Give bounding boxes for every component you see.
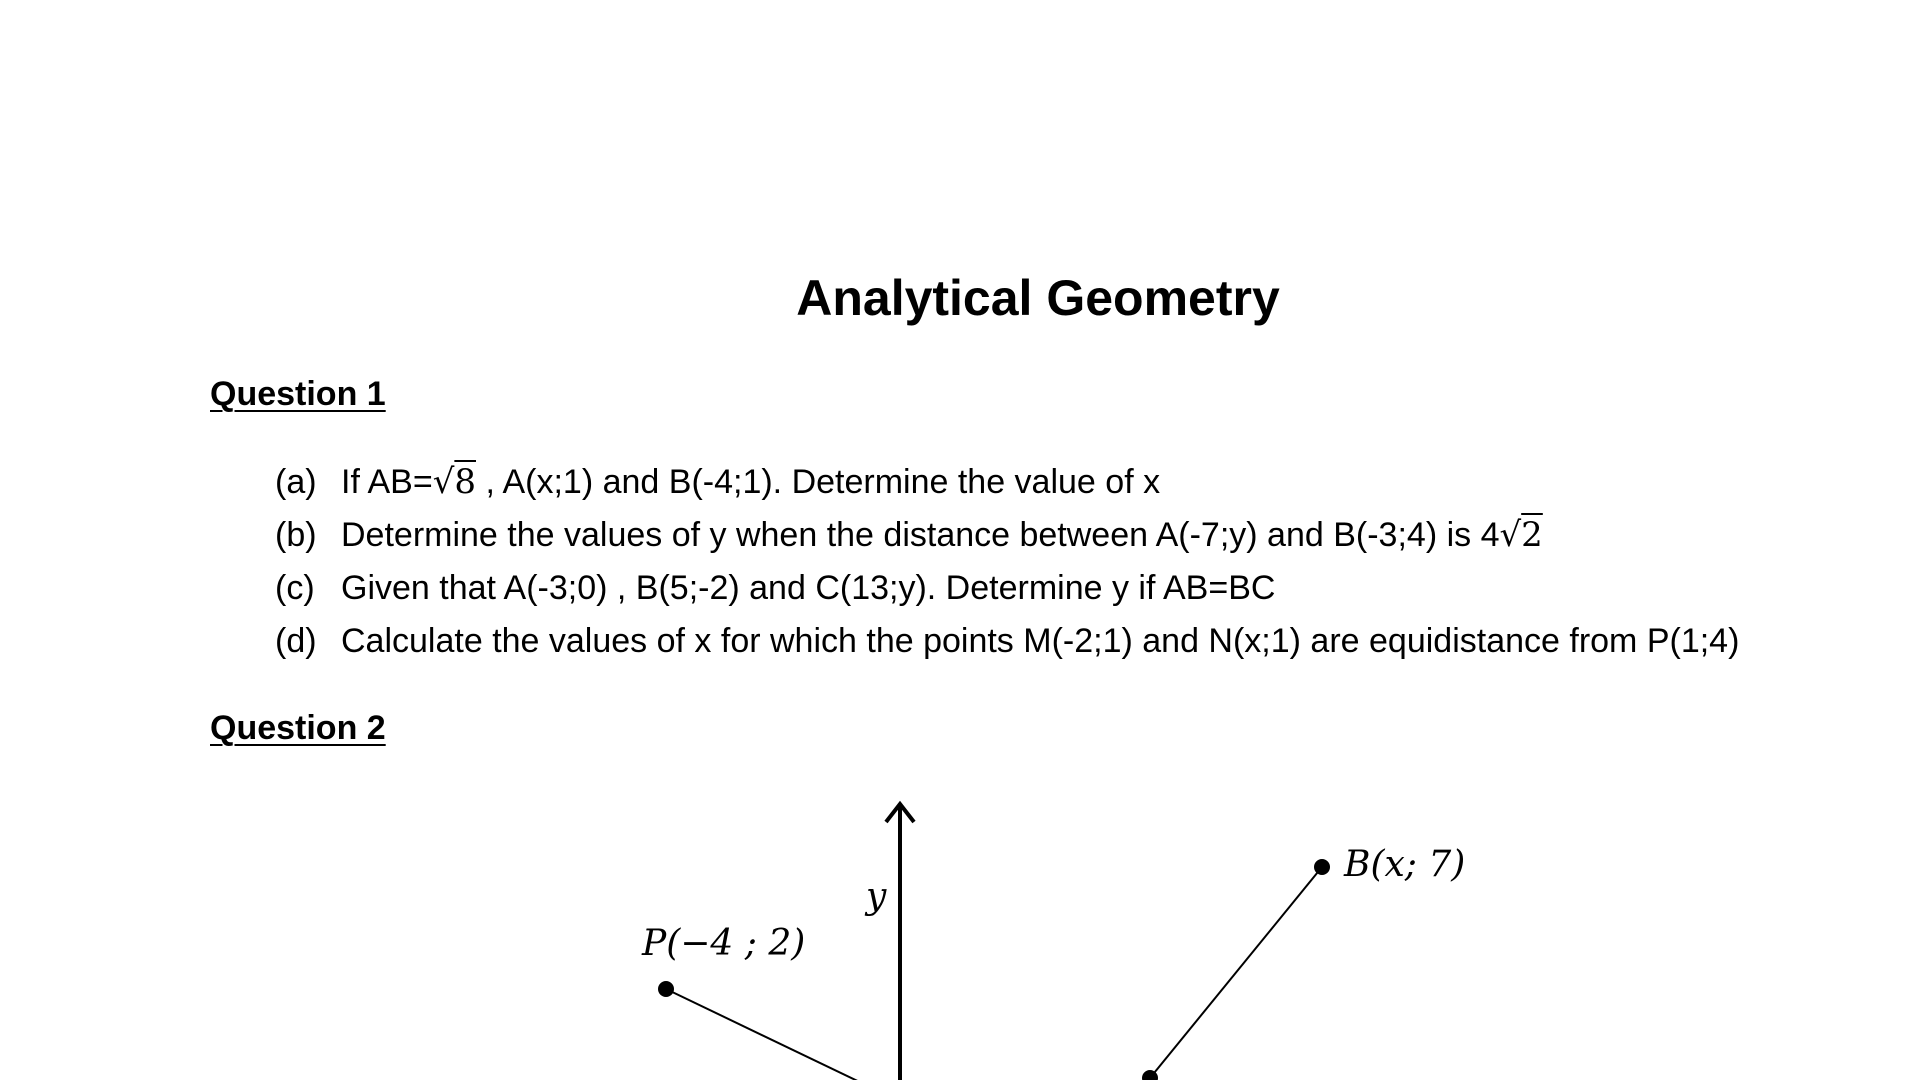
question-1b-radical: 2 bbox=[1521, 515, 1543, 555]
question-1a-label: (a) bbox=[275, 463, 317, 501]
sqrt-symbol: √ bbox=[1499, 515, 1522, 555]
page-title: Analytical Geometry bbox=[796, 270, 1280, 326]
question-1b-label: (b) bbox=[275, 516, 317, 554]
segment-to-B bbox=[1150, 867, 1322, 1078]
point-B bbox=[1314, 859, 1330, 875]
point-P-label: P(−4 ; 2) bbox=[642, 923, 806, 964]
question-2-heading: Question 2 bbox=[210, 709, 386, 747]
sqrt-symbol: √ bbox=[432, 462, 455, 502]
question-1c-label: (c) bbox=[275, 569, 315, 607]
question-1d-text: Calculate the values of x for which the points M(-2;1) and N(x;1) are equidistance from P(1;4) bbox=[341, 622, 1740, 660]
question-1a-text-before: If AB= bbox=[341, 463, 433, 501]
point-P bbox=[658, 981, 674, 997]
question-1d-label: (d) bbox=[275, 622, 317, 660]
question-1b-text-before: Determine the values of y when the distance between A(-7;y) and B(-3;4) is 4 bbox=[341, 516, 1500, 554]
segment-from-P bbox=[666, 989, 868, 1080]
y-axis-label: y bbox=[866, 876, 887, 917]
point-B-label: B(x; 7) bbox=[1344, 844, 1466, 885]
question-1-heading: Question 1 bbox=[210, 375, 386, 413]
question-1a-text-after: , A(x;1) and B(-4;1). Determine the value of x bbox=[476, 463, 1161, 501]
question-1a-radical: 8 bbox=[454, 462, 476, 502]
question-1c-text: Given that A(-3;0) , B(5;-2) and C(13;y). Determine y if AB=BC bbox=[341, 569, 1276, 607]
